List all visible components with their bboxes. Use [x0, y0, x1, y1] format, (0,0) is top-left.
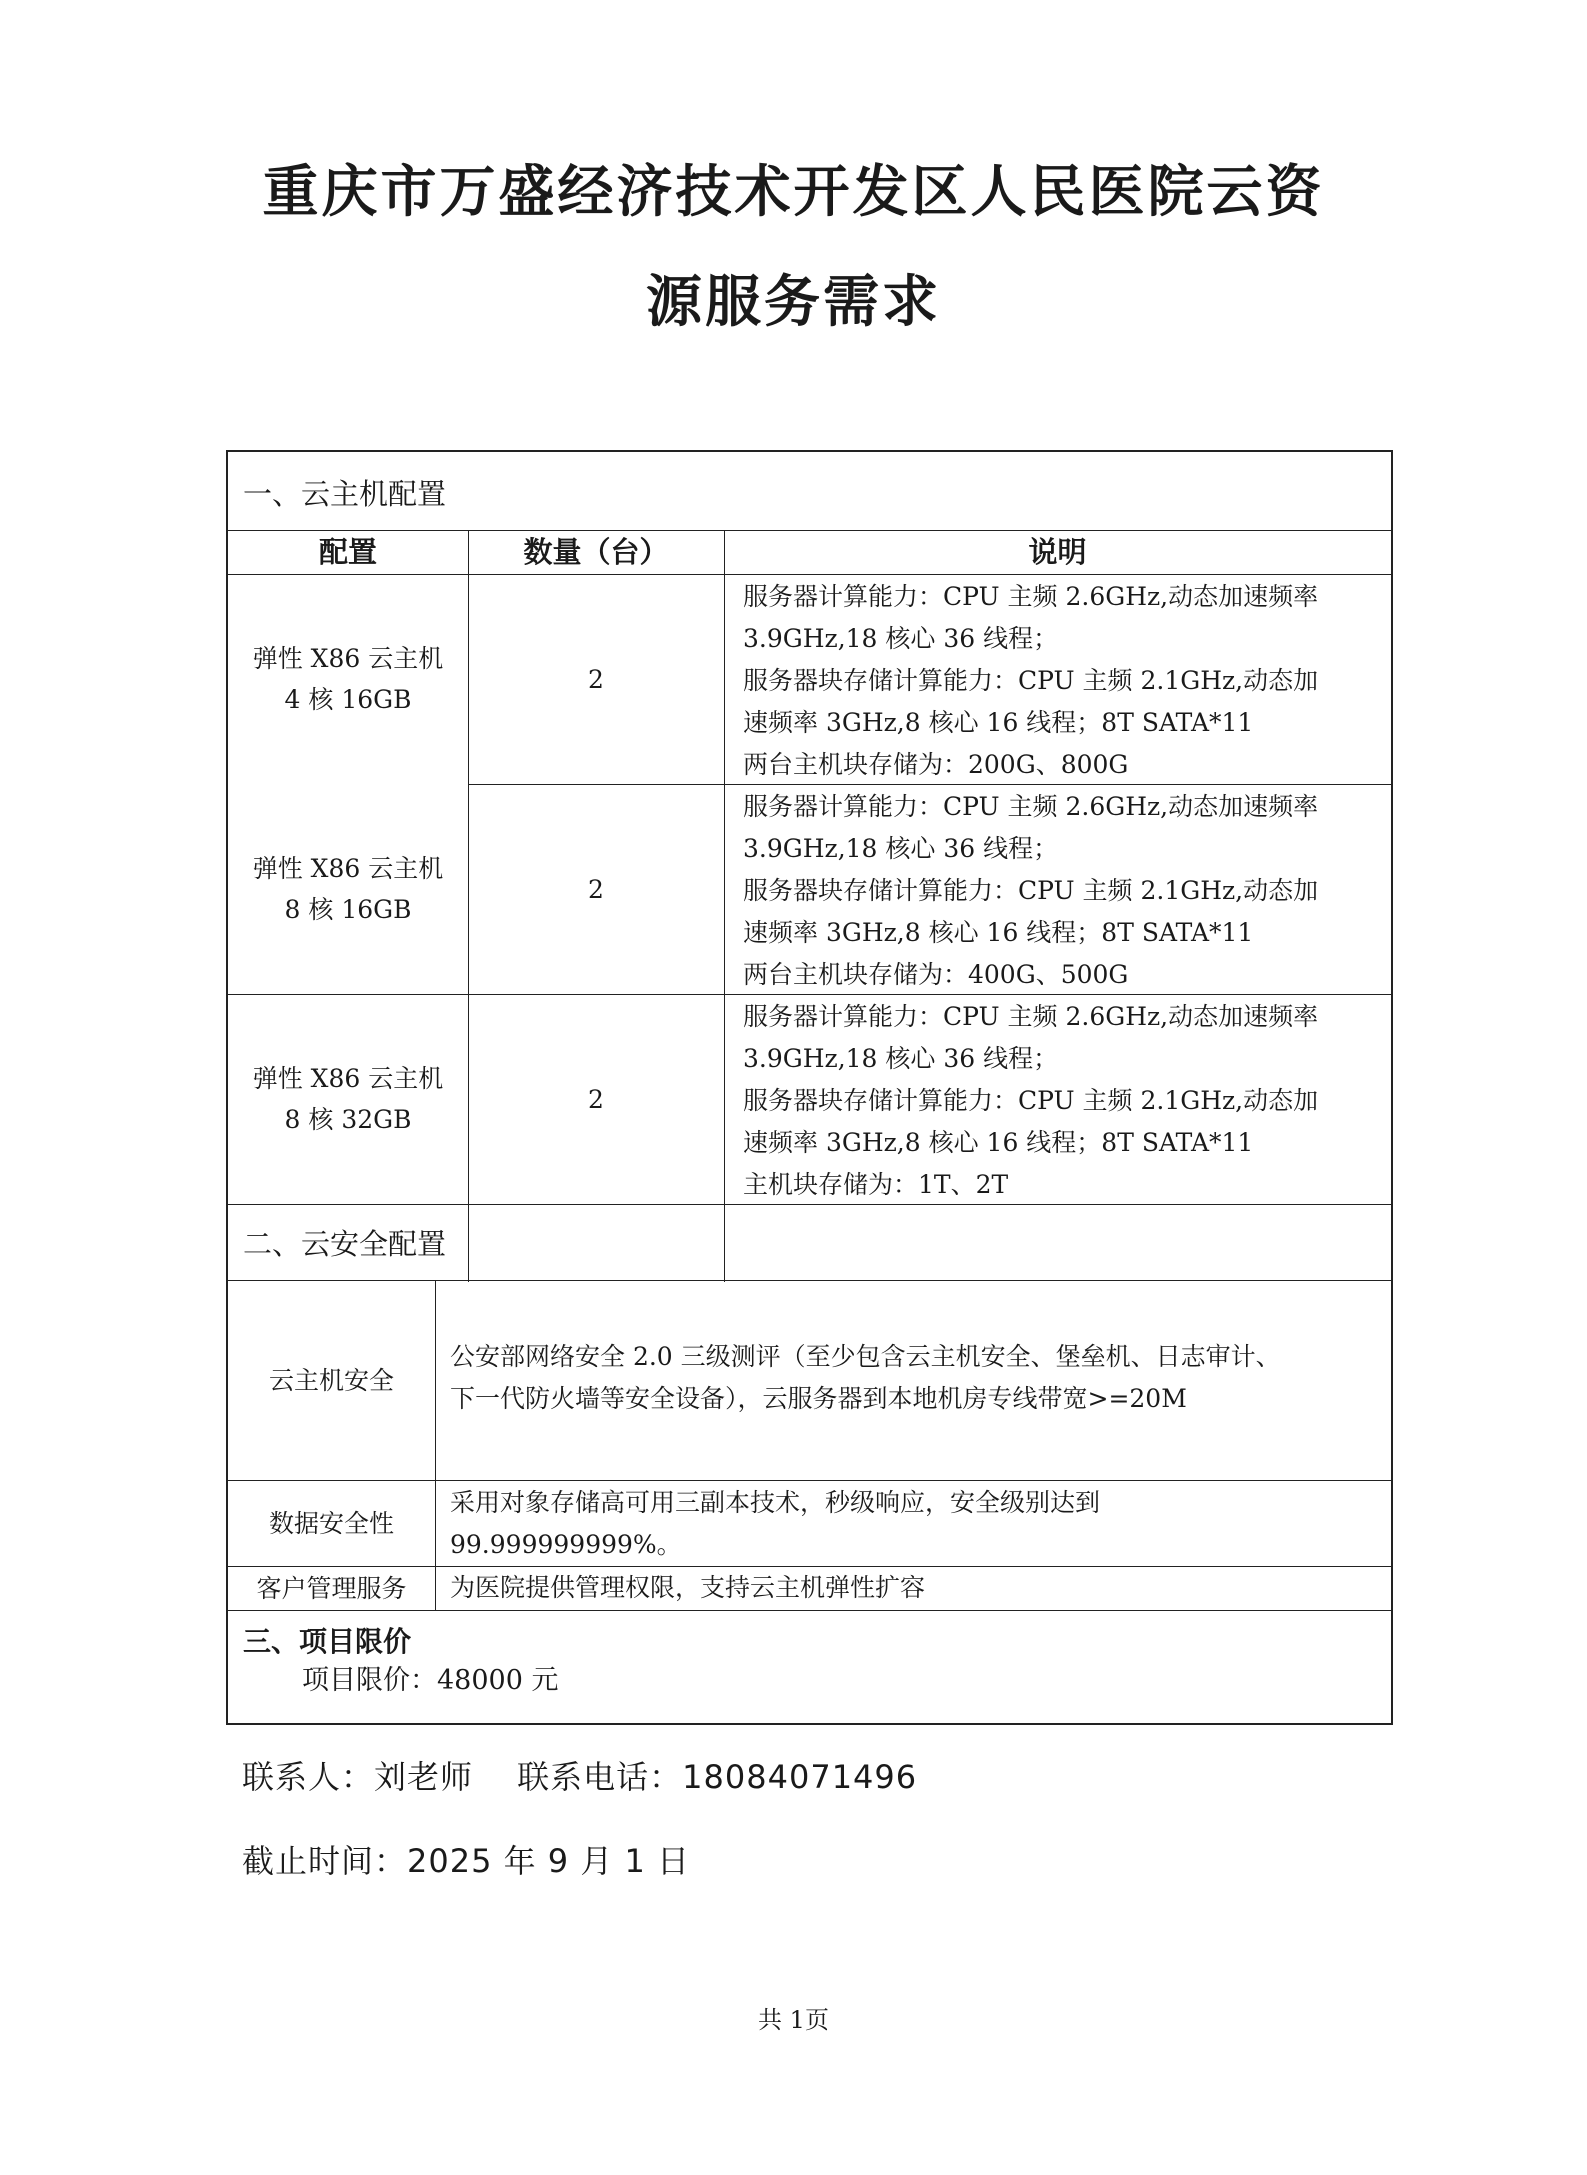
- section3-heading: 三、项目限价: [243, 1625, 412, 1658]
- column-header-quantity: 数量（台）: [523, 534, 669, 569]
- section2-heading: 二、云安全配置: [243, 1227, 447, 1261]
- quantity-cell: 2: [588, 664, 604, 694]
- divider: [724, 530, 725, 1282]
- description-cell: [743, 996, 1318, 1206]
- description-cell: [743, 786, 1318, 996]
- description-line: 3.9GHz,18 核心 36 线程；: [743, 834, 1059, 863]
- description-line: 服务器块存储计算能力：CPU 主频 2.1GHz,动态加: [743, 666, 1319, 695]
- config-cell: [228, 784, 468, 994]
- description-line: 下一代防火墙等安全设备），云服务器到本地机房专线带宽>=20M: [450, 1384, 1187, 1413]
- config-cell: [228, 994, 468, 1204]
- column-header-description: 说明: [1028, 534, 1087, 569]
- description-line: 主机块存储为：1T、2T: [743, 1170, 1009, 1199]
- security-description: [450, 1336, 1281, 1420]
- description-cell: [743, 576, 1318, 786]
- description-line: 99.999999999%。: [450, 1530, 682, 1559]
- description-line: 服务器块存储计算能力：CPU 主频 2.1GHz,动态加: [743, 876, 1319, 905]
- contact-line: 联系人：刘老师 联系电话：18084071496: [242, 1758, 918, 1796]
- description-line: 服务器计算能力：CPU 主频 2.6GHz,动态加速频率: [743, 582, 1319, 611]
- description-line: 为医院提供管理权限，支持云主机弹性扩容: [450, 1573, 926, 1602]
- config-name: 弹性 X86 云主机: [252, 854, 444, 883]
- security-description: [450, 1567, 925, 1609]
- divider: [228, 1610, 1391, 1611]
- description-line: 服务器计算能力：CPU 主频 2.6GHz,动态加速频率: [743, 1002, 1319, 1031]
- security-label: 云主机安全: [268, 1365, 394, 1395]
- quantity-cell: 2: [588, 874, 604, 904]
- quantity-cell: 2: [588, 1084, 604, 1114]
- config-spec: 8 核 32GB: [284, 1105, 412, 1134]
- page-title-line1: 重庆市万盛经济技术开发区人民医院云资: [262, 160, 1325, 225]
- page-number: 共 1页: [758, 2006, 829, 2034]
- config-spec: 4 核 16GB: [284, 685, 412, 714]
- divider: [228, 1204, 1391, 1205]
- page-title-line2: 源服务需求: [646, 270, 941, 335]
- column-header-config: 配置: [318, 534, 377, 569]
- description-line: 采用对象存储高可用三副本技术，秒级响应，安全级别达到: [450, 1488, 1101, 1517]
- security-description: [450, 1482, 1100, 1566]
- description-line: 速频率 3GHz,8 核心 16 线程；8T SATA*11: [743, 1128, 1254, 1157]
- description-line: 速频率 3GHz,8 核心 16 线程；8T SATA*11: [743, 918, 1254, 947]
- config-spec: 8 核 16GB: [284, 895, 412, 924]
- price-limit: 项目限价：48000 元: [302, 1665, 559, 1696]
- divider: [435, 1280, 436, 1610]
- description-line: 3.9GHz,18 核心 36 线程；: [743, 624, 1059, 653]
- description-line: 公安部网络安全 2.0 三级测评（至少包含云主机安全、堡垒机、日志审计、: [450, 1342, 1281, 1371]
- security-label: 数据安全性: [268, 1508, 394, 1538]
- config-cell: [228, 574, 468, 784]
- config-name: 弹性 X86 云主机: [252, 644, 444, 673]
- deadline-line: 截止时间：2025 年 9 月 1 日: [242, 1842, 691, 1880]
- description-line: 两台主机块存储为：200G、800G: [743, 750, 1129, 779]
- description-line: 3.9GHz,18 核心 36 线程；: [743, 1044, 1059, 1073]
- section1-heading: 一、云主机配置: [243, 477, 447, 511]
- config-name: 弹性 X86 云主机: [252, 1064, 444, 1093]
- description-line: 服务器块存储计算能力：CPU 主频 2.1GHz,动态加: [743, 1086, 1319, 1115]
- description-line: 速频率 3GHz,8 核心 16 线程；8T SATA*11: [743, 708, 1254, 737]
- requirements-table: [226, 450, 1393, 1725]
- description-line: 服务器计算能力：CPU 主频 2.6GHz,动态加速频率: [743, 792, 1319, 821]
- description-line: 两台主机块存储为：400G、500G: [743, 960, 1129, 989]
- security-label: 客户管理服务: [256, 1573, 407, 1603]
